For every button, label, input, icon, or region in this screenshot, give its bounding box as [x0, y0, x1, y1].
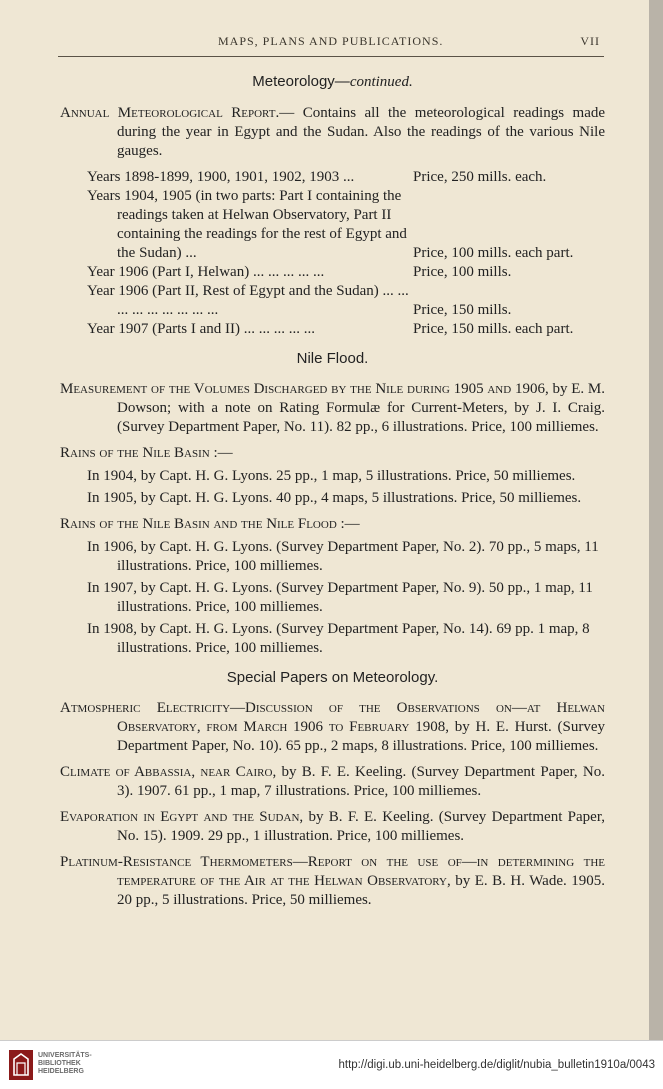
- price-row: Year 1907 (Parts I and II) ... ... ... ... ... Price, 150 mills. each part.: [87, 321, 574, 337]
- price-row: Years 1898-1899, 1900, 1901, 1902, 1903 ... Price, 250 mills. each.: [87, 169, 547, 185]
- price-row: Years 1904, 1905 (in two parts: Part I containing the readings taken at Helwan Observatory, Part II containing the readings for the rest of Egypt and the Sudan) ... Price, 100 mills. each part.: [87, 188, 574, 261]
- price-row: Year 1906 (Part II, Rest of Egypt and the Sudan) ... ... ... ... ... ... ... ... ... Price, 150 mills.: [87, 283, 512, 318]
- entry-atmospheric: Atmospheric Electricity—Discussion of the Observations on—at Helwan Observatory, from March 1906 to February 1908, by H. E. Hurst. (Survey Department Paper, No. 10). 65 pp., 2 maps, 8 illustrations. Price, 100 milliemes.: [60, 700, 605, 754]
- footer-bar: [0, 1040, 663, 1089]
- library-name: UNIVERSITÄTS- BIBLIOTHEK HEIDELBERG: [38, 1052, 92, 1075]
- list-item: In 1908, by Capt. H. G. Lyons. (Survey Department Paper, No. 14). 69 pp. 1 map, 8 illustrations. Price, 100 milliemes.: [87, 621, 590, 656]
- entry-evaporation: Evaporation in Egypt and the Sudan, by B. F. E. Keeling. (Survey Department Paper, No. 15). 1909. 29 pp., 1 illustration. Price, 100 milliemes.: [60, 809, 605, 844]
- entry-text: — Contains all the meteorological readings made during the year in Egypt and the Sudan. Also the readings of the various Nile gauges.: [117, 105, 606, 159]
- entry-climate: Climate of Abbassia, near Cairo, by B. F. E. Keeling. (Survey Department Paper, No. 3). 1907. 61 pp., 1 map, 7 illustrations. Price, 100 milliemes.: [60, 764, 605, 799]
- entry-rains-flood: Rains of the Nile Basin and the Nile Flood :—: [60, 516, 360, 532]
- running-title: MAPS, PLANS AND PUBLICATIONS.: [218, 34, 444, 48]
- header-rule: [58, 56, 604, 57]
- list-item: In 1905, by Capt. H. G. Lyons. 40 pp., 4 maps, 5 illustrations. Price, 50 milliemes.: [87, 490, 582, 506]
- entry-heading: Annual Meteorological Report.: [60, 105, 280, 121]
- list-item: In 1907, by Capt. H. G. Lyons. (Survey Department Paper, No. 9). 50 pp., 1 map, 11 illustrations. Price, 100 milliemes.: [87, 580, 593, 615]
- list-item: In 1906, by Capt. H. G. Lyons. (Survey Department Paper, No. 2). 70 pp., 5 maps, 11 illustrations. Price, 100 milliemes.: [87, 539, 599, 574]
- entry-measurement: Measurement of the Volumes Discharged by the Nile during 1905 and 1906, by E. M. Dowson; with a note on Rating Formulæ for Current-Meters, by J. I. Craig. (Survey Department Paper, No. 11). 82 pp., 6 illustrations. Price, 100 milliemes.: [60, 381, 606, 435]
- entry-annual-report: [60, 104, 605, 161]
- library-seal-icon: [8, 1049, 34, 1081]
- price-row: Year 1906 (Part I, Helwan) ... ... ... ... ... Price, 100 mills.: [87, 264, 512, 280]
- section-title-meteorology: Meteorology—continued.: [252, 73, 413, 90]
- page-content: [60, 66, 605, 917]
- page-number: VII: [580, 34, 600, 48]
- section-title-special: Special Papers on Meteorology.: [226, 669, 439, 686]
- page-edge: [649, 0, 663, 1040]
- source-url-link[interactable]: http://digi.ub.uni-heidelberg.de/diglit/nubia_bulletin1910a/0043: [338, 1059, 655, 1071]
- section-title-nile-flood: Nile Flood.: [296, 350, 369, 367]
- entry-rains-basin: Rains of the Nile Basin :—: [60, 445, 233, 461]
- list-item: In 1904, by Capt. H. G. Lyons. 25 pp., 1 map, 5 illustrations. Price, 50 milliemes.: [87, 468, 576, 484]
- entry-platinum: Platinum-Resistance Thermometers—Report on the use of—in determining the temperature of the Air at the Helwan Observatory, by E. B. H. Wade. 1905. 20 pp., 5 illustrations. Price, 50 milliemes.: [60, 854, 605, 908]
